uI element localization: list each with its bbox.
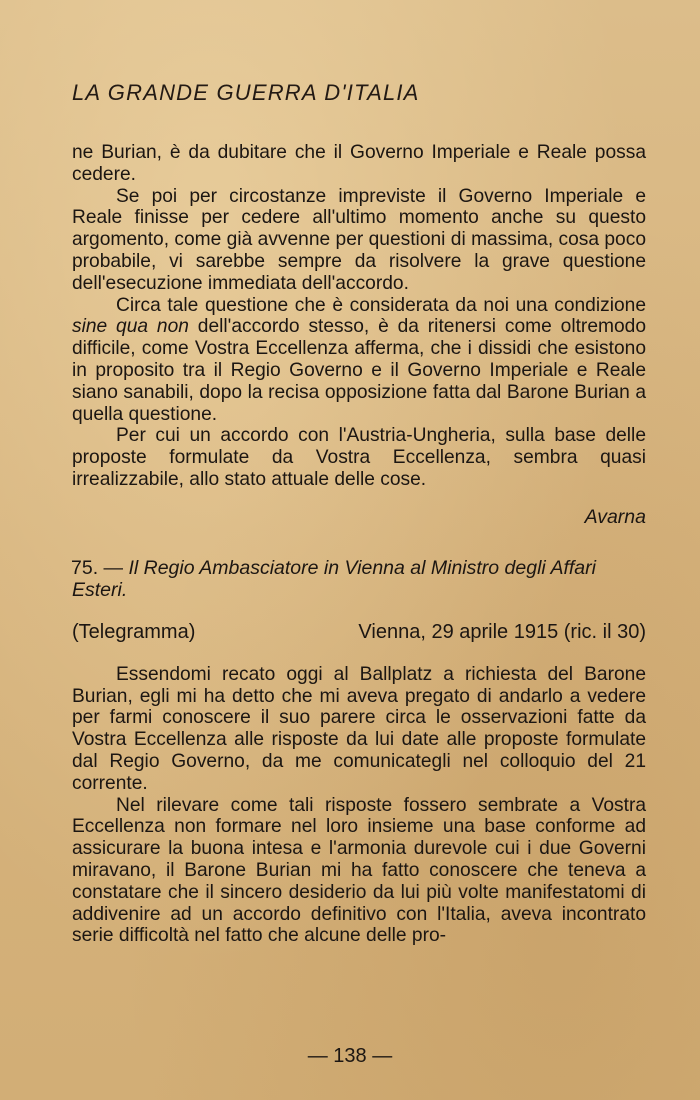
page-number: — 138 —: [307, 1045, 393, 1067]
paragraph: Essendomi recato oggi al Ballplatz a richiesta del Barone Burian, egli mi ha detto che mi aveva pregato di andarlo a vedere per farmi conoscere il suo parere circa le osservazioni fatte da Vostra Eccellenza alle risposte da lui date alle proposte formulate dal Regio Governo, da me comunicategli nel colloquio del 21 corrente.: [72, 663, 646, 794]
book-page: [72, 78, 646, 947]
paragraph: Nel rilevare come tali risposte fossero sembrate a Vostra Eccellenza non formare nel loro insieme una base conforme ad assicurare la buona intesa e l'armonia durevole cui i due Governi miravano, il Barone Burian mi ha fatto conoscere che teneva a constatare che il sincero desiderio da lui più volte manifestatomi di addivenire ad un accordo definitivo con l'Italia, aveva incontrato serie difficoltà nel fatto che alcune delle pro-: [72, 794, 646, 947]
dateline: [72, 620, 646, 644]
document-type: (Telegramma): [72, 620, 196, 643]
paragraph: [72, 295, 646, 426]
italic-phrase: sine qua non: [72, 316, 189, 338]
paragraph-text: Circa tale questione che è considerata da noi una condizione: [116, 294, 646, 316]
paragraph: ne Burian, è da dubitare che il Governo Imperiale e Reale possa cedere.: [72, 142, 646, 185]
signature: Avarna: [584, 505, 646, 528]
paragraph-text: dell'accordo stesso, è da ritenersi come oltremodo difficile, come Vostra Eccellenza afferma, che i dissidi che esistono in proposito tra il Regio Governo e il Governo Imperiale e Reale siano sanabili, dopo la recisa opposizione fatta dal Barone Burian a quella questione.: [72, 316, 646, 425]
paragraph: Se poi per circostanze impreviste il Governo Imperiale e Reale finisse per cedere all'ultimo momento anche su questo argomento, come già avvenne per questioni di massima, cosa poco probabile, vi sarebbe sempre da risolvere la grave questione dell'esecuzione immediata dell'accordo.: [72, 185, 646, 294]
place-date: Vienna, 29 aprile 1915 (ric. il 30): [358, 620, 646, 643]
document-number: 75. —: [71, 556, 129, 579]
paragraph: Per cui un accordo con l'Austria-Ungheria, sulla base delle proposte formulate da Vostra Eccellenza, sembra quasi irrealizzabile, allo stato attuale delle cose.: [72, 425, 646, 490]
document-heading: [72, 557, 646, 601]
running-head: LA GRANDE GUERRA D'ITALIA: [72, 80, 420, 105]
document-title: Il Regio Ambasciatore in Vienna al Ministro degli Affari Esteri.: [72, 556, 596, 601]
